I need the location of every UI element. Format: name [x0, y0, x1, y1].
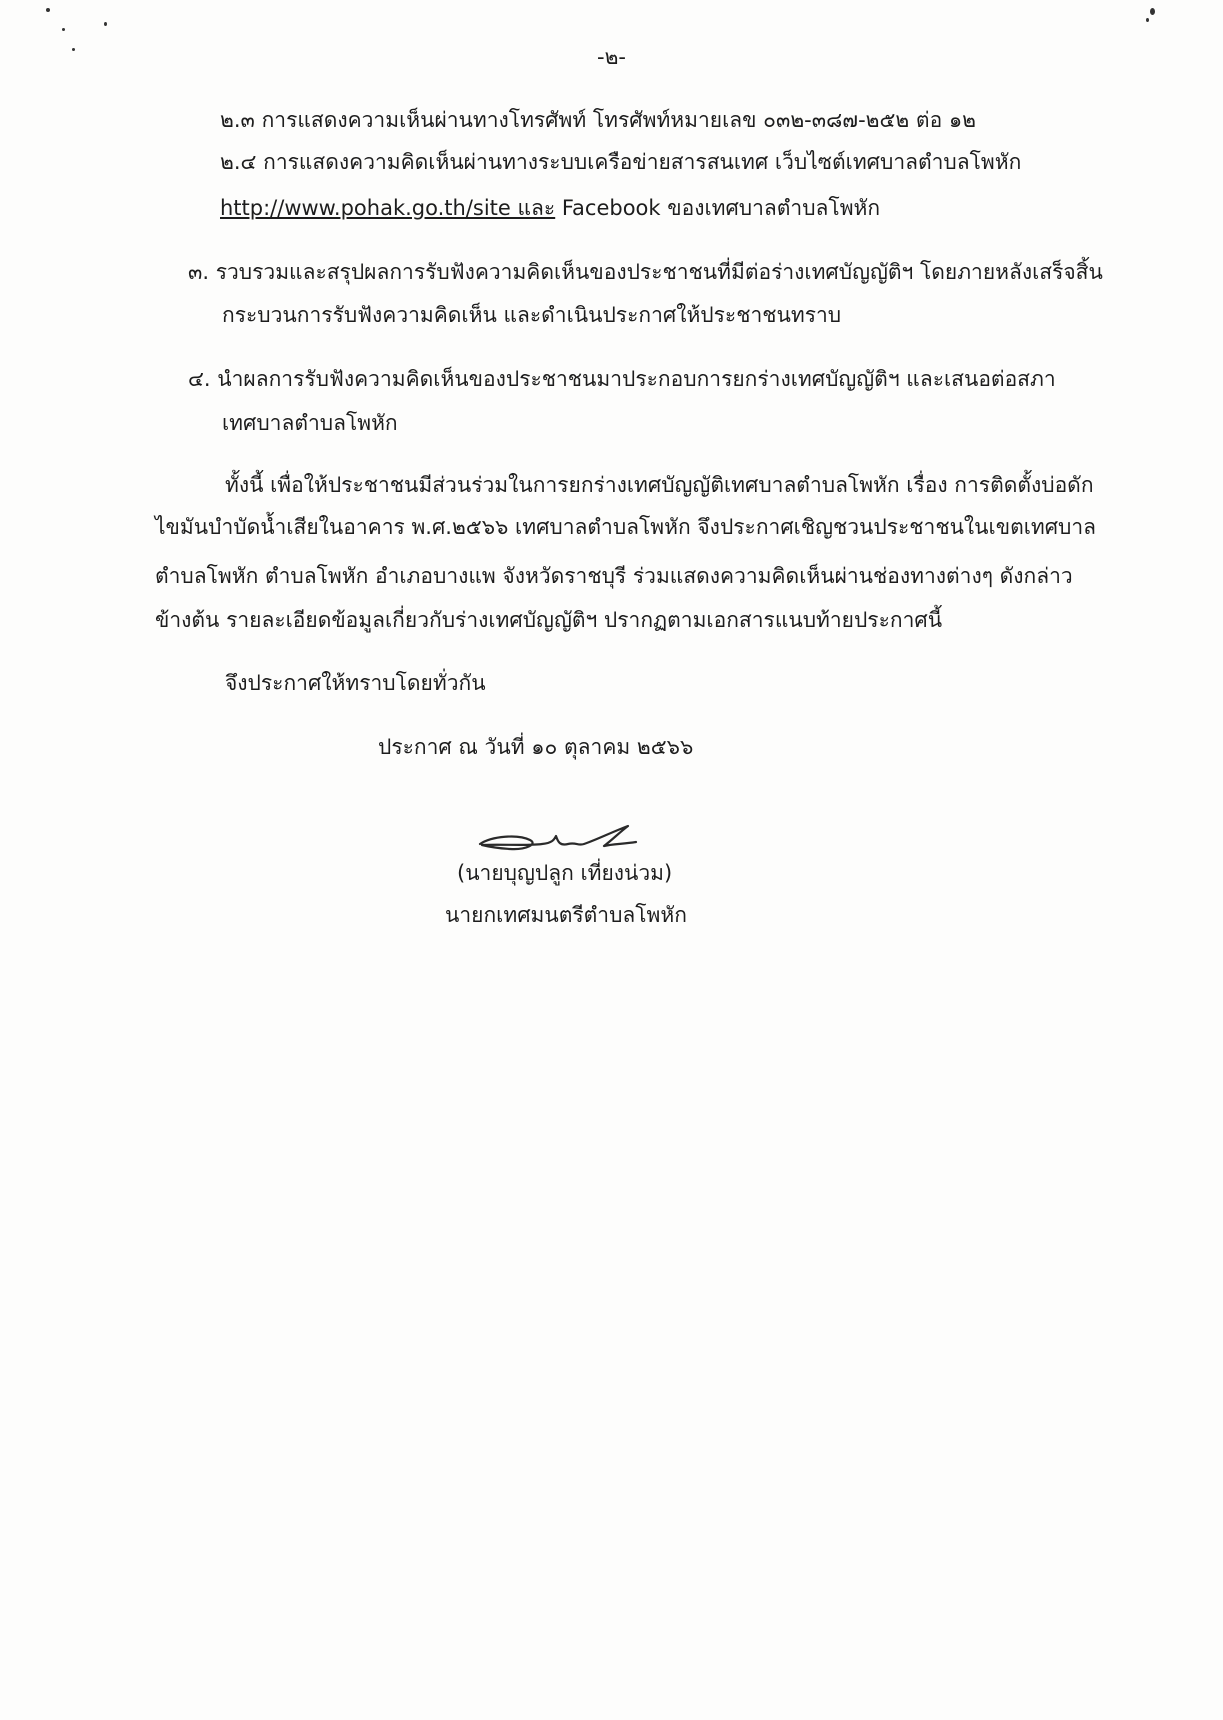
- scan-speck: [104, 22, 107, 26]
- signer-name: (นายบุญปลูก เที่ยงน่วม): [457, 861, 673, 885]
- closing-text: จึงประกาศให้ทราบโดยทั่วกัน: [225, 671, 486, 695]
- item-4: [188, 364, 1056, 394]
- website-link[interactable]: http://www.pohak.go.th/site และ: [220, 196, 556, 220]
- item-text: การแสดงความเห็นผ่านทางโทรศัพท์ โทรศัพท์หมายเลข ๐๓๒-๓๘๗-๒๕๒ ต่อ ๑๒: [261, 108, 977, 132]
- item-text: กระบวนการรับฟังความคิดเห็น และดำเนินประกาศให้ประชาชนทราบ: [222, 303, 842, 327]
- scan-speck: [1150, 8, 1155, 15]
- paragraph-line: ตำบลโพหัก ตำบลโพหัก อำเภอบางแพ จังหวัดราชบุรี ร่วมแสดงความคิดเห็นผ่านช่องทางต่างๆ ดังกล่าว: [155, 564, 1073, 588]
- scan-speck: [1146, 18, 1149, 22]
- scan-speck: [46, 8, 50, 12]
- item-text: เทศบาลตำบลโพหัก: [222, 411, 398, 435]
- item-text: การแสดงความคิดเห็นผ่านทางระบบเครือข่ายสารสนเทศ เว็บไซต์เทศบาลตำบลโพหัก: [263, 150, 1022, 174]
- item-3: [188, 257, 1103, 287]
- paragraph-line: ข้างต้น รายละเอียดข้อมูลเกี่ยวกับร่างเทศบัญญัติฯ ปรากฏตามเอกสารแนบท้ายประกาศนี้: [155, 608, 943, 632]
- item-2-4: [220, 147, 1021, 177]
- item-3-continuation: [222, 300, 841, 330]
- scan-speck: [62, 28, 65, 31]
- item-number: ๒.๓: [220, 108, 255, 132]
- item-2-3: [220, 105, 976, 135]
- item-2-4-continuation: [220, 193, 880, 223]
- item-text: รวบรวมและสรุปผลการรับฟังความคิดเห็นของประชาชนที่มีต่อร่างเทศบัญญัติฯ โดยภายหลังเสร็จสิ้น: [215, 260, 1103, 284]
- paragraph-line: ไขมันบำบัดน้ำเสียในอาคาร พ.ศ.๒๕๖๖ เทศบาลตำบลโพหัก จึงประกาศเชิญชวนประชาชนในเขตเทศบาล: [155, 515, 1097, 539]
- item-4-continuation: [222, 408, 398, 438]
- item-number: ๓.: [188, 260, 210, 284]
- announcement-date: ประกาศ ณ วันที่ ๑๐ ตุลาคม ๒๕๖๖: [378, 735, 694, 759]
- item-text: นำผลการรับฟังความคิดเห็นของประชาชนมาประกอบการยกร่างเทศบัญญัติฯ และเสนอต่อสภา: [217, 367, 1056, 391]
- signer-title: นายกเทศมนตรีตำบลโพหัก: [445, 903, 687, 927]
- item-number: ๒.๔: [220, 150, 257, 174]
- page-number: -๒-: [597, 45, 626, 69]
- facebook-text: Facebook ของเทศบาลตำบลโพหัก: [555, 196, 881, 220]
- paragraph-line: ทั้งนี้ เพื่อให้ประชาชนมีส่วนร่วมในการยกร่างเทศบัญญัติเทศบาลตำบลโพหัก เรื่อง การติดตั้งบ่อดัก: [225, 473, 1094, 497]
- item-number: ๔.: [188, 367, 211, 391]
